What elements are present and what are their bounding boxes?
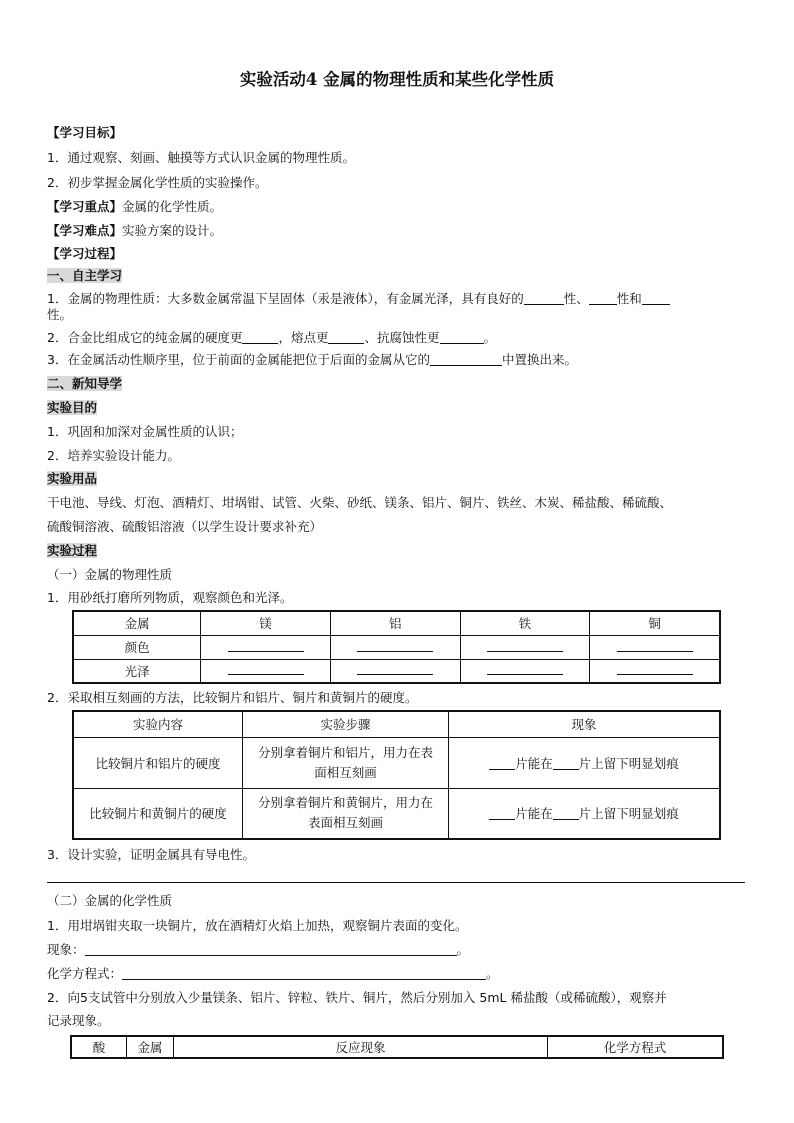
table1-header-al: 铝 [330, 611, 460, 635]
section2-title [47, 376, 122, 392]
difficulty-text: 实验方案的设计。 [122, 223, 223, 238]
chemical-properties-header: （二）金属的化学性质 [47, 893, 173, 908]
physical-properties-header: （一）金属的物理性质 [47, 567, 173, 582]
table2-row2-step-line2: 表面相互刻画 [307, 815, 383, 831]
table3-header-equation: 化学方程式 [548, 1036, 724, 1058]
table1-header-metal: 金属 [73, 611, 201, 635]
process-header: 【学习过程】 [47, 246, 123, 261]
table1-header-mg: 镁 [201, 611, 331, 635]
table2-row1-phenomenon [449, 737, 721, 788]
table1-header-cu: 铜 [590, 611, 720, 635]
phenomenon-end: 。 [456, 942, 470, 957]
table2-row1-step-line2: 面相互刻画 [314, 764, 377, 780]
section2-title-text: 二、新知导学 [47, 376, 123, 391]
blank-line [85, 943, 457, 956]
blank-line [430, 353, 502, 366]
table2-row2-steps [243, 788, 449, 839]
blank-line [524, 292, 564, 305]
equation-end: 。 [486, 966, 499, 981]
table1-blank [460, 635, 590, 659]
table3-header-acid: 酸 [71, 1036, 127, 1058]
phenomenon-answer [47, 942, 469, 958]
table2-row1-steps [243, 737, 449, 788]
table1-blank [330, 659, 460, 683]
supplies-line-1: 干电池、导线、灯泡、酒精灯、坩埚钳、试管、火柴、砂纸、镁条、铝片、铜片、铁丝、木炭、稀盐酸、稀硫酸、 [47, 495, 673, 510]
s1-question-1-cont: 性。 [47, 307, 73, 322]
table2-header-phenomenon: 现象 [449, 711, 721, 737]
table3-header-metal: 金属 [127, 1036, 174, 1058]
s1-q2-text-a: 2．合金比组成它的纯金属的硬度更 [47, 330, 243, 345]
blank-line [328, 331, 364, 344]
section1-title-text: 一、自主学习 [47, 268, 123, 283]
table1-blank [590, 659, 720, 683]
equation-label: 化学方程式： [47, 966, 123, 981]
blank-line [489, 757, 515, 770]
supplies-line-2: 硫酸铜溶液、硫酸铝溶液（以学生设计要求补充） [47, 519, 323, 534]
s1-q1-text-b: 性、 [563, 291, 589, 306]
separator-line [47, 882, 745, 883]
table1-blank [201, 659, 331, 683]
table1-header-fe: 铁 [460, 611, 590, 635]
equation-answer [47, 966, 499, 982]
table1-blank [330, 635, 460, 659]
key-point [47, 199, 222, 215]
key-point-text: 金属的化学性质。 [122, 199, 223, 214]
blank-line [440, 331, 484, 344]
table2-row1-phen-b: 片上留下明显划痕 [578, 755, 679, 771]
hardness-table [72, 710, 721, 840]
table2-row1-phen-a: 片能在 [515, 755, 553, 771]
blank-line [553, 807, 579, 820]
table1-row-luster: 光泽 [73, 659, 201, 683]
table2-row1-content: 比较铜片和铝片的硬度 [73, 737, 243, 788]
section1-title [47, 268, 122, 284]
supplies-header [47, 471, 97, 487]
blank-line [122, 967, 486, 980]
s1-q3-text-a: 3．在金属活动性顺序里，位于前面的金属能把位于后面的金属从它的 [47, 352, 430, 367]
purpose-header [47, 400, 97, 416]
difficulty [47, 223, 222, 239]
objectives-header: 【学习目标】 [47, 125, 123, 140]
table1-blank [201, 635, 331, 659]
objective-2: 2．初步掌握金属化学性质的实验操作。 [47, 175, 268, 190]
physical-question-1: 1．用砂纸打磨所列物质，观察颜色和光泽。 [47, 590, 293, 605]
table2-header-steps: 实验步骤 [243, 711, 449, 737]
physical-question-3: 3．设计实验，证明金属具有导电性。 [47, 847, 255, 862]
s1-q2-text-b: ，熔点更 [278, 330, 329, 345]
acid-reaction-table [70, 1035, 724, 1059]
supplies-header-text: 实验用品 [47, 471, 98, 486]
table1-row-color: 颜色 [73, 635, 201, 659]
table2-row2-phen-a: 片能在 [515, 806, 553, 822]
table2-row1-step-line1: 分别拿着铜片和铝片，用力在表 [257, 744, 433, 760]
table2-row2-content: 比较铜片和黄铜片的硬度 [73, 788, 243, 839]
blank-line [642, 292, 670, 305]
s1-q2-text-c: 、抗腐蚀性更 [364, 330, 440, 345]
table1-blank [460, 659, 590, 683]
key-point-label: 【学习重点】 [47, 199, 123, 214]
procedure-header-text: 实验过程 [47, 543, 98, 558]
s1-question-2 [47, 330, 496, 346]
physical-properties-table [72, 610, 721, 684]
blank-line [553, 757, 579, 770]
s1-q1-text-a: 1．金属的物理性质：大多数金属常温下呈固体（汞是液体），有金属光泽，具有良好的 [47, 291, 524, 306]
objective-1: 1．通过观察、刻画、触摸等方式认识金属的物理性质。 [47, 150, 355, 165]
blank-line [489, 807, 515, 820]
table2-row2-phen-b: 片上留下明显划痕 [578, 806, 679, 822]
chemical-question-2-line1: 2．向5支试管中分别放入少量镁条、铝片、锌粒、铁片、铜片，然后分别加入 5mL 稀盐酸（或稀硫酸），观察并 [47, 990, 667, 1005]
purpose-header-text: 实验目的 [47, 400, 98, 415]
table2-row2-step-line1: 分别拿着铜片和黄铜片，用力在 [257, 795, 433, 811]
s1-q1-text-c: 性和 [616, 291, 642, 306]
table1-blank [590, 635, 720, 659]
physical-question-2: 2．采取相互刻画的方法，比较铜片和铝片、铜片和黄铜片的硬度。 [47, 690, 418, 705]
procedure-header [47, 543, 97, 559]
page-title: 实验活动4 金属的物理性质和某些化学性质 [239, 70, 555, 89]
purpose-2: 2．培养实验设计能力。 [47, 448, 180, 463]
table2-row2-phenomenon [449, 788, 721, 839]
s1-q3-text-b: 中置换出来。 [501, 352, 577, 367]
table3-header-phenomenon: 反应现象 [174, 1036, 548, 1058]
chemical-question-2-line2: 记录现象。 [47, 1013, 110, 1028]
purpose-1: 1．巩固和加深对金属性质的认识； [47, 424, 243, 439]
blank-line [589, 292, 617, 305]
difficulty-label: 【学习难点】 [47, 223, 123, 238]
chemical-question-1: 1．用坩埚钳夹取一块铜片，放在酒精灯火焰上加热，观察铜片表面的变化。 [47, 918, 468, 933]
phenomenon-label: 现象： [47, 942, 85, 957]
s1-question-1 [47, 291, 670, 307]
s1-question-3 [47, 352, 577, 368]
blank-line [242, 331, 278, 344]
s1-q2-text-d: 。 [483, 330, 497, 345]
table2-header-content: 实验内容 [73, 711, 243, 737]
